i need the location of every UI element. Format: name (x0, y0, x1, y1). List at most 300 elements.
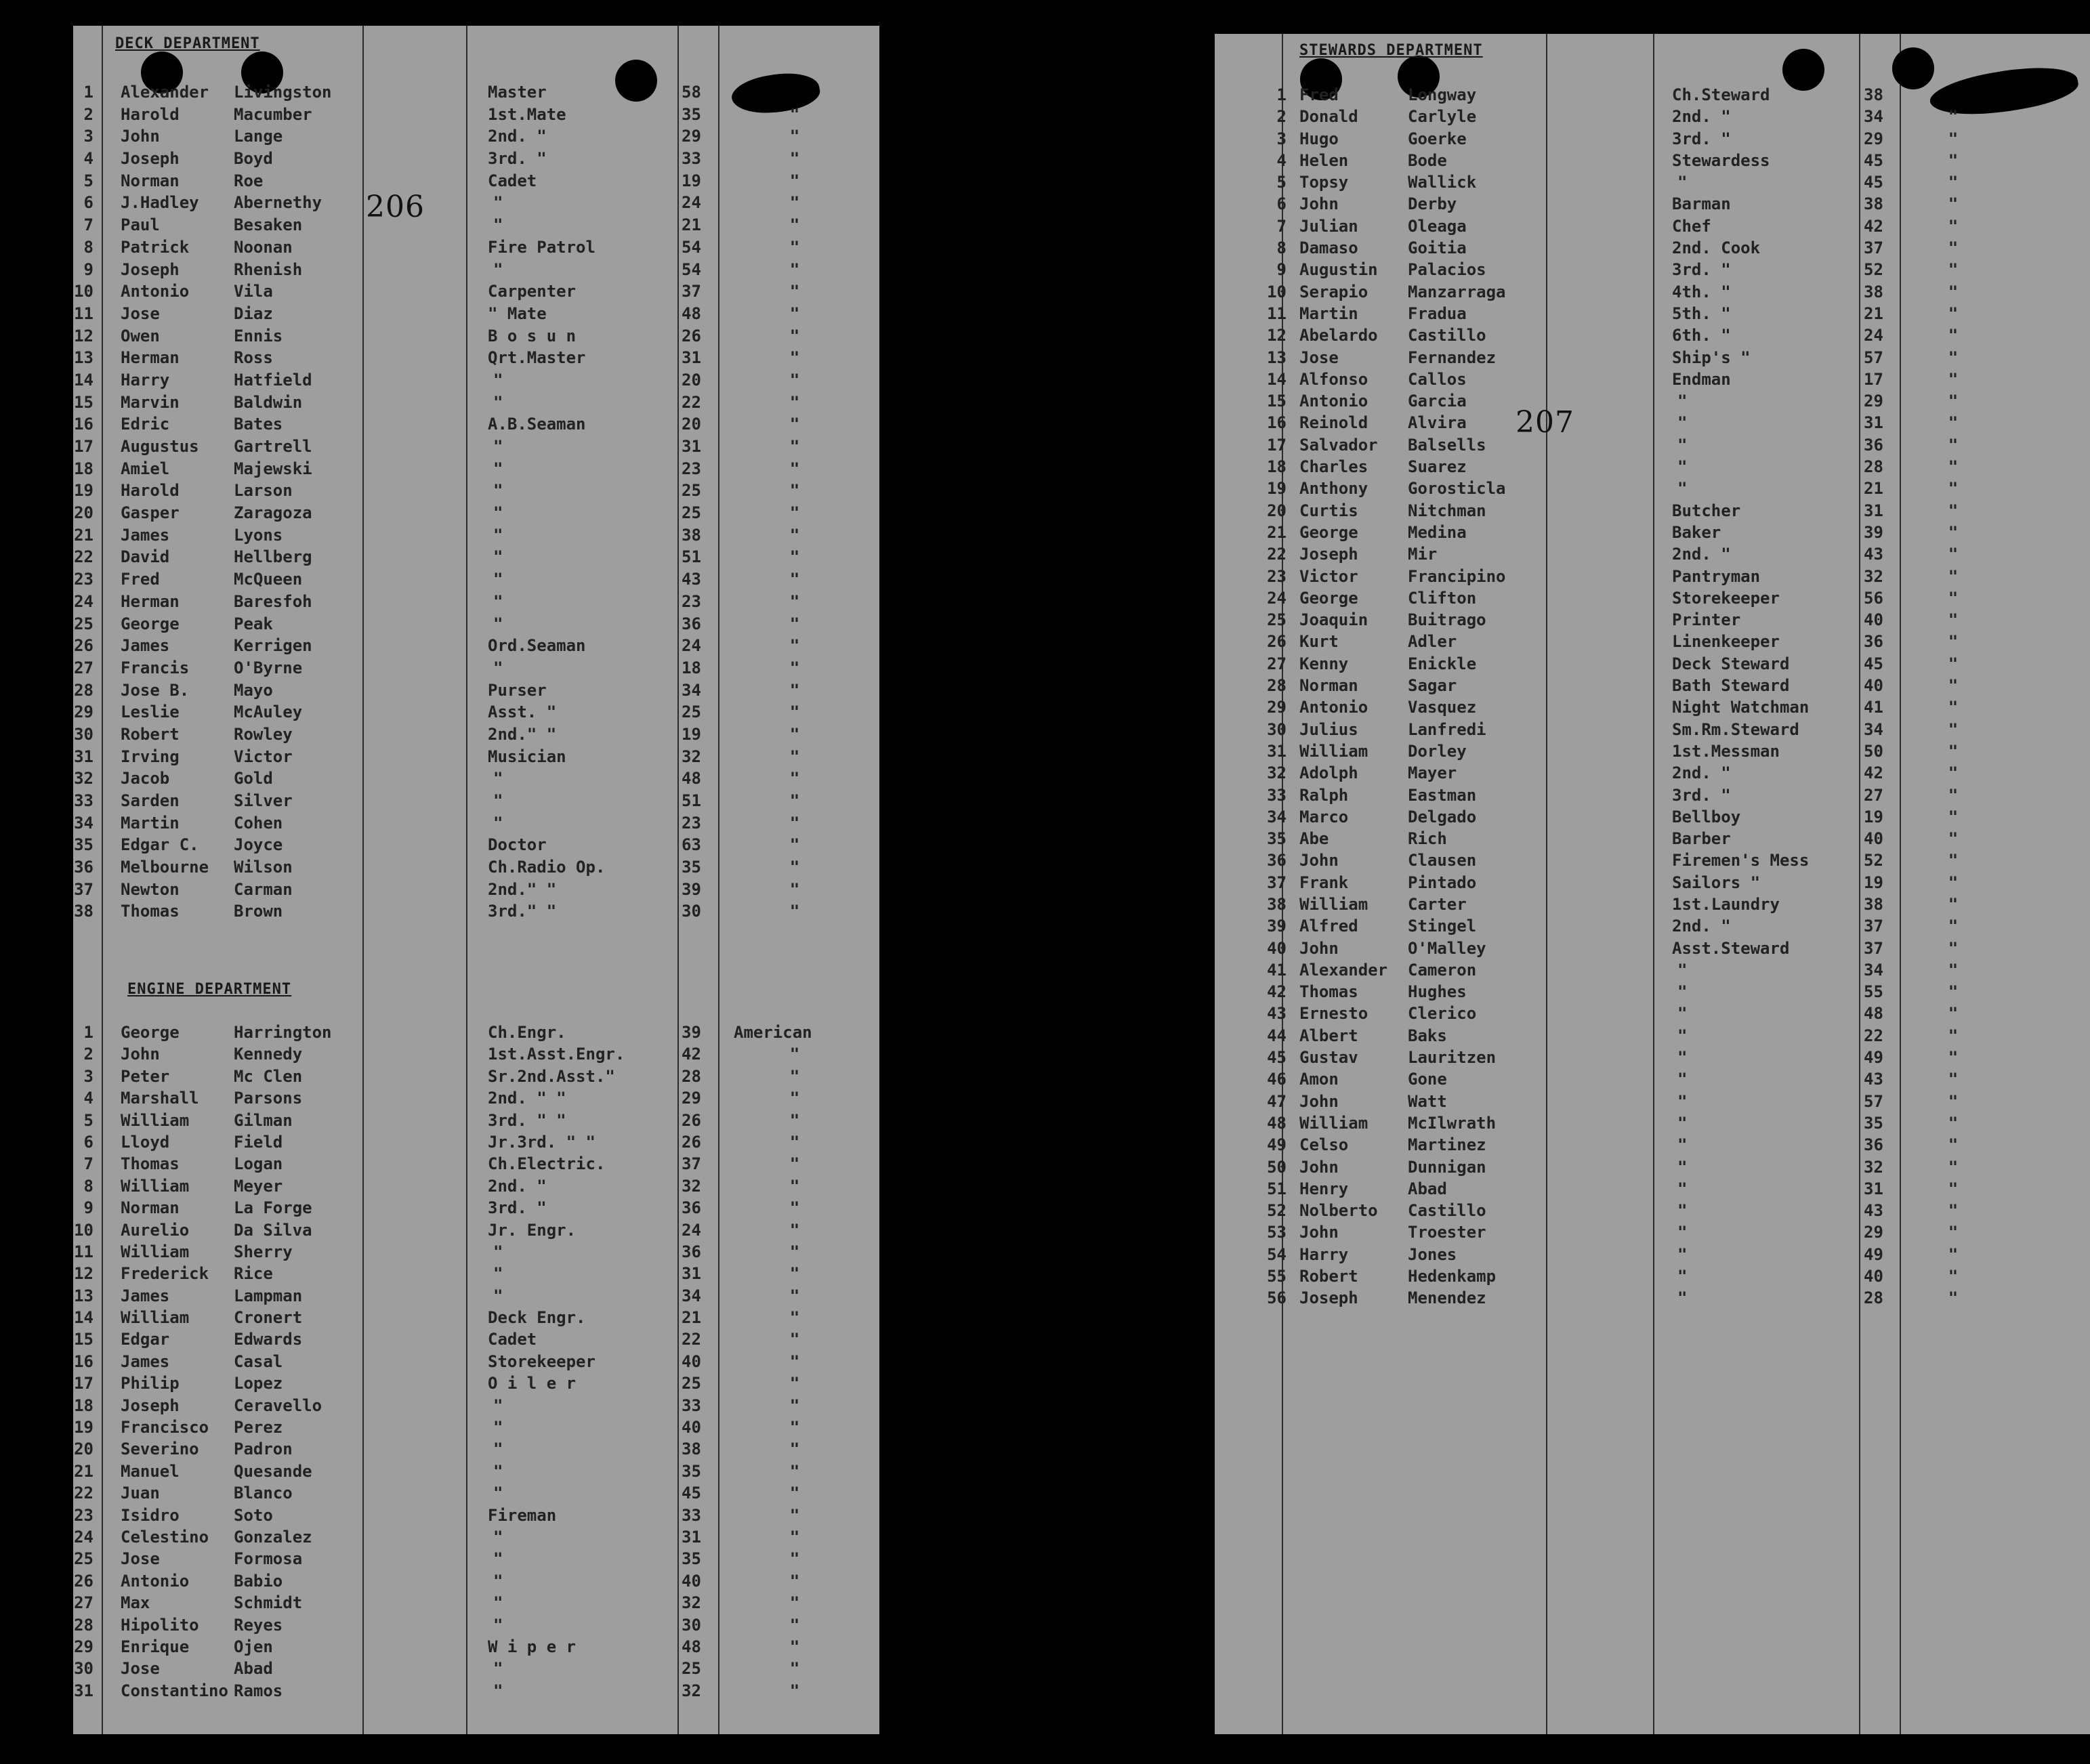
position: " (1677, 413, 1688, 433)
crew-row (73, 81, 879, 104)
position: 4th. " (1672, 282, 1731, 301)
nationality: " (1948, 1288, 1959, 1308)
surname: Noonan (234, 237, 293, 257)
crew-row (1215, 478, 2090, 499)
entry-number: 2 (83, 104, 93, 124)
surname: Callos (1408, 369, 1467, 389)
entry-number: 3 (1276, 129, 1287, 148)
nationality: " (789, 614, 800, 633)
surname: Cameron (1408, 960, 1477, 980)
age: 34 (1864, 107, 1883, 127)
crew-row (1215, 1178, 2090, 1200)
position: " (1677, 1201, 1688, 1221)
surname: Kennedy (234, 1045, 303, 1064)
nationality: " (1948, 917, 1959, 936)
nationality: " (789, 1681, 800, 1700)
surname: Hatfield (234, 370, 312, 390)
position: 5th. " (1672, 303, 1731, 323)
entry-number: 15 (1267, 392, 1287, 411)
nationality: " (1948, 851, 1959, 870)
crew-row (73, 170, 879, 192)
age: 35 (682, 858, 701, 877)
crew-row (73, 192, 879, 214)
given-name: Ernesto (1299, 1004, 1368, 1024)
crew-row (73, 413, 879, 436)
nationality: " (789, 570, 800, 589)
nationality: " (1948, 326, 1959, 345)
crew-row (1215, 719, 2090, 740)
nationality: " (1948, 107, 1959, 127)
position: Musician (488, 747, 566, 766)
crew-row (73, 768, 879, 790)
given-name: John (1299, 1091, 1339, 1111)
position: Sr.2nd.Asst." (488, 1066, 615, 1086)
given-name: John (1299, 1157, 1339, 1177)
nationality: " (789, 503, 800, 523)
age: 35 (682, 1549, 701, 1569)
surname: Parsons (234, 1089, 303, 1108)
age: 26 (682, 1132, 701, 1152)
position: Carpenter (488, 282, 577, 301)
age: 23 (682, 459, 701, 478)
age: 31 (1864, 1179, 1883, 1198)
nationality: " (789, 791, 800, 810)
entry-number: 24 (1267, 588, 1287, 608)
given-name: Julius (1299, 719, 1358, 739)
position: " (493, 591, 503, 611)
age: 24 (682, 636, 701, 656)
given-name: Jose (1299, 348, 1339, 367)
nationality: " (789, 1330, 800, 1349)
entry-number: 10 (74, 282, 93, 301)
position: A.B.Seaman (488, 415, 586, 434)
position: " (1677, 457, 1688, 477)
surname: Castillo (1408, 326, 1486, 345)
position: Firemen's Mess (1672, 851, 1810, 870)
age: 41 (1864, 698, 1883, 717)
crew-row (73, 236, 879, 259)
position: " (493, 1484, 503, 1503)
surname: Baldwin (234, 392, 303, 412)
given-name: Albert (1299, 1026, 1358, 1045)
age: 36 (1864, 435, 1883, 455)
given-name: Jose (121, 1549, 160, 1569)
given-name: Jacob (121, 769, 170, 789)
age: 37 (1864, 938, 1883, 958)
crew-row (1215, 347, 2090, 369)
age: 37 (1864, 238, 1883, 258)
given-name: Edgar (121, 1330, 170, 1349)
position: Deck Engr. (488, 1308, 586, 1328)
position: 3rd. " (1672, 260, 1731, 280)
entry-number: 26 (74, 636, 93, 656)
position: 2nd. " (1672, 545, 1731, 564)
age: 58 (682, 83, 701, 102)
crew-row (73, 1175, 879, 1197)
crew-row (73, 1197, 879, 1219)
nationality: " (789, 1593, 800, 1613)
position: Cadet (488, 1330, 537, 1349)
crew-row (73, 1285, 879, 1307)
age: 20 (682, 415, 701, 434)
crew-row (1215, 566, 2090, 587)
age: 28 (1864, 457, 1883, 477)
crew-row (73, 635, 879, 657)
position: O i l e r (488, 1374, 577, 1393)
entry-number: 28 (74, 680, 93, 700)
crew-row (73, 347, 879, 369)
surname: Wallick (1408, 173, 1477, 192)
age: 33 (682, 1505, 701, 1525)
entry-number: 16 (74, 1351, 93, 1371)
nationality: " (789, 303, 800, 323)
entry-number: 14 (74, 1308, 93, 1328)
position: " Mate (488, 303, 547, 323)
age: 42 (1864, 216, 1883, 236)
nationality: " (789, 1066, 800, 1086)
entry-number: 17 (1267, 435, 1287, 455)
given-name: James (121, 1351, 170, 1371)
nationality: " (1948, 260, 1959, 280)
age: 45 (1864, 654, 1883, 673)
crew-row (1215, 1221, 2090, 1243)
entry-number: 44 (1267, 1026, 1287, 1045)
age: 40 (1864, 610, 1883, 630)
crew-row (73, 1614, 879, 1636)
entry-number: 28 (1267, 676, 1287, 696)
position: Stewardess (1672, 150, 1770, 170)
surname: Lopez (234, 1374, 283, 1393)
given-name: Marshall (121, 1089, 199, 1108)
entry-number: 11 (74, 1242, 93, 1261)
nationality: " (789, 415, 800, 434)
given-name: Paul (121, 215, 160, 235)
position: " (1677, 435, 1688, 455)
crew-row (73, 1241, 879, 1263)
age: 32 (1864, 566, 1883, 586)
crew-row (1215, 1134, 2090, 1156)
entry-number: 17 (74, 1374, 93, 1393)
crew-row (1215, 128, 2090, 150)
position: Fireman (488, 1505, 557, 1525)
given-name: Jose (121, 303, 160, 323)
crew-row (73, 1570, 879, 1592)
given-name: Kenny (1299, 654, 1349, 673)
age: 28 (1864, 1288, 1883, 1308)
position: 2nd. " (1672, 107, 1731, 127)
surname: Roe (234, 171, 264, 190)
surname: Suarez (1408, 457, 1467, 477)
given-name: Nolberto (1299, 1201, 1378, 1221)
age: 43 (1864, 1201, 1883, 1221)
nationality: " (789, 392, 800, 412)
given-name: Amiel (121, 459, 170, 478)
surname: Casal (234, 1351, 283, 1371)
nationality: " (789, 1461, 800, 1481)
crew-row (73, 701, 879, 723)
nationality: " (1948, 1091, 1959, 1111)
position: " (493, 614, 503, 633)
age: 56 (1864, 588, 1883, 608)
deck-department-list (73, 81, 879, 923)
nationality: " (1948, 129, 1959, 148)
surname: Abad (234, 1659, 273, 1679)
entry-number: 12 (74, 1264, 93, 1284)
nationality: " (1948, 610, 1959, 630)
nationality: " (1948, 829, 1959, 849)
surname: Padron (234, 1440, 293, 1459)
surname: Jones (1408, 1244, 1457, 1264)
surname: Harrington (234, 1023, 332, 1042)
surname: O'Byrne (234, 658, 303, 677)
age: 45 (1864, 150, 1883, 170)
age: 29 (682, 127, 701, 146)
entry-number: 45 (1267, 1048, 1287, 1068)
nationality: " (789, 835, 800, 855)
position: Qrt.Master (488, 348, 586, 368)
age: 51 (682, 791, 701, 810)
surname: Ojen (234, 1637, 273, 1656)
surname: Reyes (234, 1615, 283, 1635)
crew-row (1215, 1068, 2090, 1090)
surname: Garcia (1408, 392, 1467, 411)
position: Ch.Steward (1672, 85, 1770, 104)
surname: Clifton (1408, 588, 1477, 608)
position: 1st.Asst.Engr. (488, 1045, 625, 1064)
crew-row (73, 1680, 879, 1702)
position: " (1677, 1135, 1688, 1155)
given-name: Augustin (1299, 260, 1378, 280)
age: 34 (682, 680, 701, 700)
age: 52 (1864, 260, 1883, 280)
position: 2nd. " (1672, 763, 1731, 783)
nationality: " (1948, 1179, 1959, 1198)
position: " (1677, 1026, 1688, 1045)
position: " (493, 813, 503, 833)
surname: Fernandez (1408, 348, 1497, 367)
given-name: Herman (121, 591, 180, 611)
deck-department-title: DECK DEPARTMENT (115, 35, 260, 52)
surname: Sagar (1408, 676, 1457, 696)
nationality: " (1948, 894, 1959, 914)
given-name: David (121, 547, 170, 567)
crew-row (1215, 500, 2090, 522)
age: 17 (1864, 369, 1883, 389)
nationality: " (1948, 982, 1959, 1002)
given-name: Patrick (121, 237, 190, 257)
nationality: " (1948, 1070, 1959, 1089)
age: 38 (682, 1440, 701, 1459)
surname: Macumber (234, 104, 312, 124)
age: 34 (1864, 960, 1883, 980)
position: " (493, 658, 503, 677)
position: " (493, 503, 503, 523)
position: 3rd. " (1672, 129, 1731, 148)
crew-row (73, 1548, 879, 1570)
nationality: " (1948, 1026, 1959, 1045)
crew-row (1215, 981, 2090, 1003)
nationality: " (789, 1286, 800, 1305)
age: 22 (682, 1330, 701, 1349)
surname: Baresfoh (234, 591, 312, 611)
age: 49 (1864, 1048, 1883, 1068)
position: " (1677, 1179, 1688, 1198)
entry-number: 32 (74, 769, 93, 789)
crew-row (73, 1482, 879, 1504)
given-name: John (1299, 194, 1339, 214)
position: " (493, 193, 503, 213)
surname: Da Silva (234, 1220, 312, 1240)
age: 43 (682, 570, 701, 589)
entry-number: 29 (1267, 698, 1287, 717)
age: 38 (1864, 194, 1883, 214)
surname: Clerico (1408, 1004, 1477, 1024)
position: 3rd. " (488, 1198, 547, 1218)
age: 43 (1864, 545, 1883, 564)
position: Ch.Electric. (488, 1154, 606, 1174)
age: 30 (682, 902, 701, 921)
nationality: " (1948, 741, 1959, 761)
age: 19 (682, 171, 701, 190)
entry-number: 8 (1276, 238, 1287, 258)
age: 19 (1864, 873, 1883, 892)
surname: Joyce (234, 835, 283, 855)
crew-row (73, 1066, 879, 1087)
given-name: William (1299, 1113, 1368, 1133)
entry-number: 39 (1267, 917, 1287, 936)
surname: Mc Clen (234, 1066, 303, 1086)
age: 36 (682, 1242, 701, 1261)
surname: Fradua (1408, 303, 1467, 323)
position: " (493, 791, 503, 810)
entry-number: 8 (83, 1176, 93, 1196)
position: " (493, 1286, 503, 1305)
position: " (1677, 1070, 1688, 1089)
age: 29 (1864, 129, 1883, 148)
entry-number: 53 (1267, 1223, 1287, 1242)
position: Night Watchman (1672, 698, 1810, 717)
age: 31 (682, 1527, 701, 1547)
position: Baker (1672, 522, 1721, 542)
surname: Hedenkamp (1408, 1267, 1497, 1286)
position: Bath Steward (1672, 676, 1790, 696)
age: 40 (682, 1418, 701, 1437)
position: " (493, 215, 503, 235)
surname: Logan (234, 1154, 283, 1174)
entry-number: 10 (1267, 282, 1287, 301)
nationality: " (789, 1395, 800, 1415)
entry-number: 8 (83, 237, 93, 257)
surname: Enickle (1408, 654, 1477, 673)
crew-row (1215, 959, 2090, 981)
entry-number: 38 (1267, 894, 1287, 914)
position: " (1677, 1288, 1688, 1308)
nationality: " (789, 1440, 800, 1459)
given-name: Charles (1299, 457, 1368, 477)
nationality: " (1948, 807, 1959, 826)
position: Linenkeeper (1672, 632, 1780, 652)
surname: Schmidt (234, 1593, 303, 1613)
position: " (493, 370, 503, 390)
surname: Rich (1408, 829, 1447, 849)
age: 23 (682, 591, 701, 611)
entry-number: 16 (74, 415, 93, 434)
position: W i p e r (488, 1637, 577, 1656)
given-name: William (1299, 894, 1368, 914)
surname: Delgado (1408, 807, 1477, 826)
nationality: " (1948, 1201, 1959, 1221)
age: 19 (1864, 807, 1883, 826)
surname: Cohen (234, 813, 283, 833)
given-name: Victor (1299, 566, 1358, 586)
crew-row (1215, 215, 2090, 237)
age: 24 (682, 193, 701, 213)
given-name: John (1299, 1223, 1339, 1242)
surname: La Forge (234, 1198, 312, 1218)
crew-row (73, 458, 879, 480)
nationality: " (1948, 435, 1959, 455)
position: Storekeeper (1672, 588, 1780, 608)
crew-row (73, 1526, 879, 1548)
nationality: " (789, 237, 800, 257)
given-name: Harry (1299, 1244, 1349, 1264)
position: " (1677, 982, 1688, 1002)
surname: Rowley (234, 724, 293, 744)
entry-number: 29 (74, 702, 93, 722)
crew-row (1215, 894, 2090, 915)
entry-number: 7 (83, 1154, 93, 1174)
position: " (1677, 1244, 1688, 1264)
entry-number: 15 (74, 1330, 93, 1349)
entry-number: 19 (74, 481, 93, 501)
crew-row (73, 148, 879, 170)
nationality: American (734, 1023, 812, 1042)
crew-row (1215, 171, 2090, 193)
nationality: " (789, 1045, 800, 1064)
entry-number: 43 (1267, 1004, 1287, 1024)
surname: Livingston (234, 83, 332, 102)
surname: Ross (234, 348, 273, 368)
position: " (493, 1659, 503, 1679)
entry-number: 41 (1267, 960, 1287, 980)
age: 45 (682, 1484, 701, 1503)
crew-row (1215, 915, 2090, 937)
given-name: Julian (1299, 216, 1358, 236)
nationality: " (789, 1418, 800, 1437)
surname: Watt (1408, 1091, 1447, 1111)
entry-number: 6 (1276, 194, 1287, 214)
crew-row (1215, 631, 2090, 652)
entry-number: 1 (83, 83, 93, 102)
age: 37 (1864, 917, 1883, 936)
nationality: " (1948, 566, 1959, 586)
stewards-department-title: STEWARDS DEPARTMENT (1299, 42, 1483, 59)
entry-number: 49 (1267, 1135, 1287, 1155)
position: Ord.Seaman (488, 636, 586, 656)
given-name: Salvador (1299, 435, 1378, 455)
nationality: " (789, 1308, 800, 1328)
position: " (493, 1418, 503, 1437)
crew-row (73, 1022, 879, 1043)
given-name: Alexander (1299, 960, 1388, 980)
given-name: Norman (121, 1198, 180, 1218)
surname: Silver (234, 791, 293, 810)
nationality: " (789, 1374, 800, 1393)
position: " (493, 1549, 503, 1569)
nationality: " (1948, 1004, 1959, 1024)
position: Asst. " (488, 702, 557, 722)
given-name: Antonio (121, 282, 190, 301)
